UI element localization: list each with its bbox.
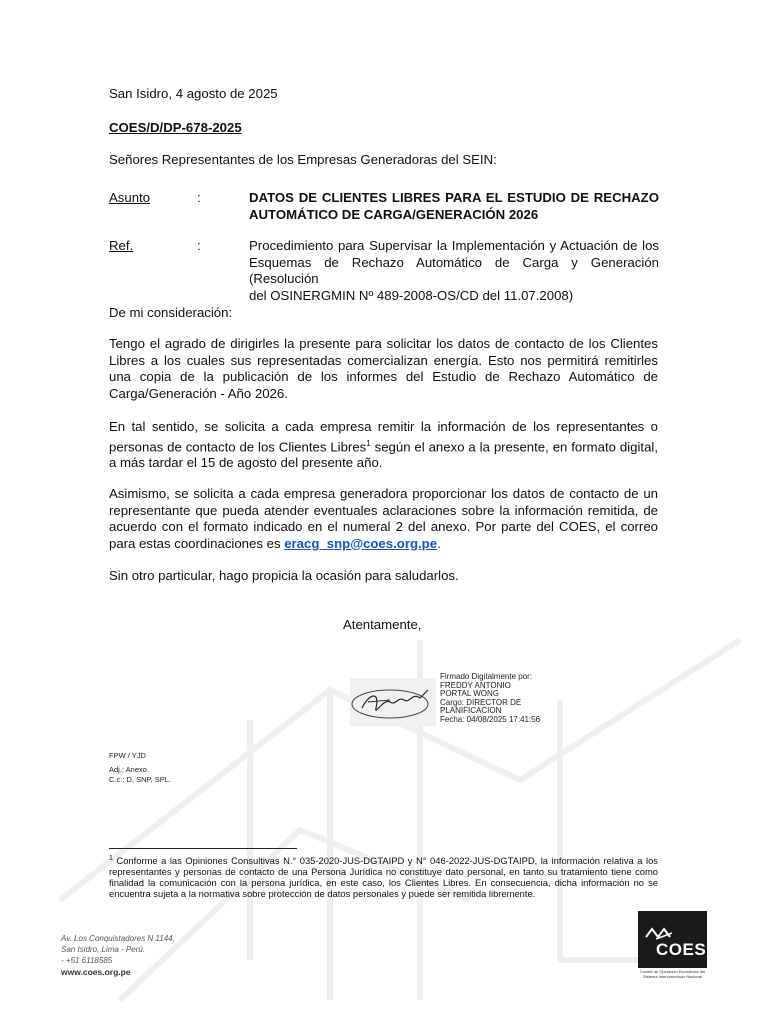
coes-logo bbox=[638, 911, 707, 979]
footer-address-2: San Isidro, Lima - Perú. bbox=[61, 945, 146, 954]
paragraph-2 bbox=[109, 419, 658, 472]
coes-logo-text: COES bbox=[656, 940, 707, 959]
carbon-copy: C.c.: D, SNP, SPL. bbox=[109, 775, 171, 784]
place-date: San Isidro, 4 agosto de 2025 bbox=[109, 86, 278, 101]
reference-label: Ref. bbox=[109, 238, 134, 253]
paragraph-2-text-b: según el anexo a la presente, en formato digital, a más tardar el 15 de agosto del presente año. bbox=[109, 438, 658, 471]
addressee: Señores Representantes de los Empresas Generadoras del SEIN: bbox=[109, 152, 497, 167]
signature-line-1: Firmado Digitalmente por: bbox=[440, 672, 533, 681]
attachment: Adj.: Anexo. bbox=[109, 765, 150, 774]
signature-line-5: PLANIFICACION bbox=[440, 706, 502, 716]
footnote-ref: 1 bbox=[366, 438, 371, 448]
reference-colon: : bbox=[197, 238, 201, 253]
footnote bbox=[109, 854, 658, 899]
document-code: COES/D/DP-678-2025 bbox=[109, 120, 242, 135]
subject-text bbox=[249, 190, 659, 223]
footer-address bbox=[61, 933, 175, 966]
subject-colon: : bbox=[197, 190, 201, 205]
paragraph-3-text-a: Asimismo, se solicita a cada empresa generadora proporcionar los datos de contacto de un representante que pueda atender eventuales aclaraciones sobre la información remitida, de acuerdo con el formato indicado en el numeral 2 del anexo. Por parte del COES, el correo para estas coordinaciones es bbox=[109, 486, 658, 551]
footer-phone: - +51 6118585 bbox=[61, 956, 113, 965]
footer-address-1: Av. Los Conquistadores N 1144, bbox=[61, 934, 175, 943]
footnote-number: 1 bbox=[109, 855, 113, 862]
subject-label: Asunto bbox=[109, 190, 151, 205]
paragraph-3-text-b: . bbox=[437, 535, 441, 551]
coes-logo-caption bbox=[638, 970, 707, 979]
reference-line-1: Procedimiento para Supervisar la Implementación y Actuación de los bbox=[249, 238, 659, 253]
contact-email-link[interactable]: eracg_snp@coes.org.pe bbox=[284, 535, 438, 551]
signature-line-6: Fecha: 04/08/2025 17:41:56 bbox=[440, 714, 541, 724]
signature-line-2: FREDDY ANTONIO bbox=[440, 680, 511, 690]
digital-signature-block bbox=[440, 673, 540, 725]
footer-website[interactable]: www.coes.org.pe bbox=[61, 967, 131, 977]
initials: FPW / YJD bbox=[109, 751, 146, 760]
coes-logo-box bbox=[638, 911, 707, 968]
reference-line-2: Esquemas de Rechazo Automático de Carga y Generación (Resolución bbox=[249, 254, 659, 286]
closing-line: Sin otro particular, hago propicia la ocasión para saludarlos. bbox=[109, 568, 459, 583]
handwritten-signature bbox=[350, 678, 436, 726]
signature-line-4: Cargo: DIRECTOR DE bbox=[440, 697, 522, 707]
reference-line-3: del OSINERGMIN Nº 489-2008-OS/CD del 11.07.2008) bbox=[249, 287, 574, 303]
subject-line-2: AUTOMÁTICO DE CARGA/GENERACIÓN 2026 bbox=[249, 206, 539, 222]
paragraph-2-text-a: En tal sentido, se solicita a cada empresa remitir la información de los representantes o personas de contacto de los Clientes Libres bbox=[109, 419, 658, 454]
signature-image bbox=[350, 678, 436, 726]
reference-text bbox=[249, 238, 659, 304]
greeting: De mi consideración: bbox=[109, 305, 233, 320]
paragraph-1: Tengo el agrado de dirigirles la presente para solicitar los datos de contacto de los Clientes Libres a los cuales sus representadas comercializan energía. Esto nos permitirá remitirles una copia de la publicación de los informes del Estudio de Rechazo Automático de Carga/Generación - Año 2026. bbox=[109, 336, 658, 401]
footnote-separator bbox=[109, 848, 297, 849]
subject-line-1: DATOS DE CLIENTES LIBRES PARA EL ESTUDIO DE RECHAZO bbox=[249, 190, 659, 205]
regards: Atentamente, bbox=[343, 617, 422, 632]
coes-logo-caption-2: Sistema Interconectado Nacional bbox=[643, 973, 702, 979]
coes-logo-caption-1: Comité de Operación Económica del bbox=[639, 969, 706, 974]
signature-line-3: PORTAL WONG bbox=[440, 689, 499, 699]
paragraph-3 bbox=[109, 486, 658, 552]
footnote-text: Conforme a las Opiniones Consultivas N.° 035-2020-JUS-DGTAIPD y N° 046-2022-JUS-DGTAIPD, la información relativa a los representantes y personas de contacto de una Persona Jurídica no constituye dato personal, en tanto su tratamiento tiene como finalidad la comunicación con la persona jurídica, en este caso, los Clientes Libres. En consecuencia, dicha información no se encuentra sujeta a la normativa sobre protección de datos personales y puede ser remitida libremente. bbox=[109, 855, 658, 899]
